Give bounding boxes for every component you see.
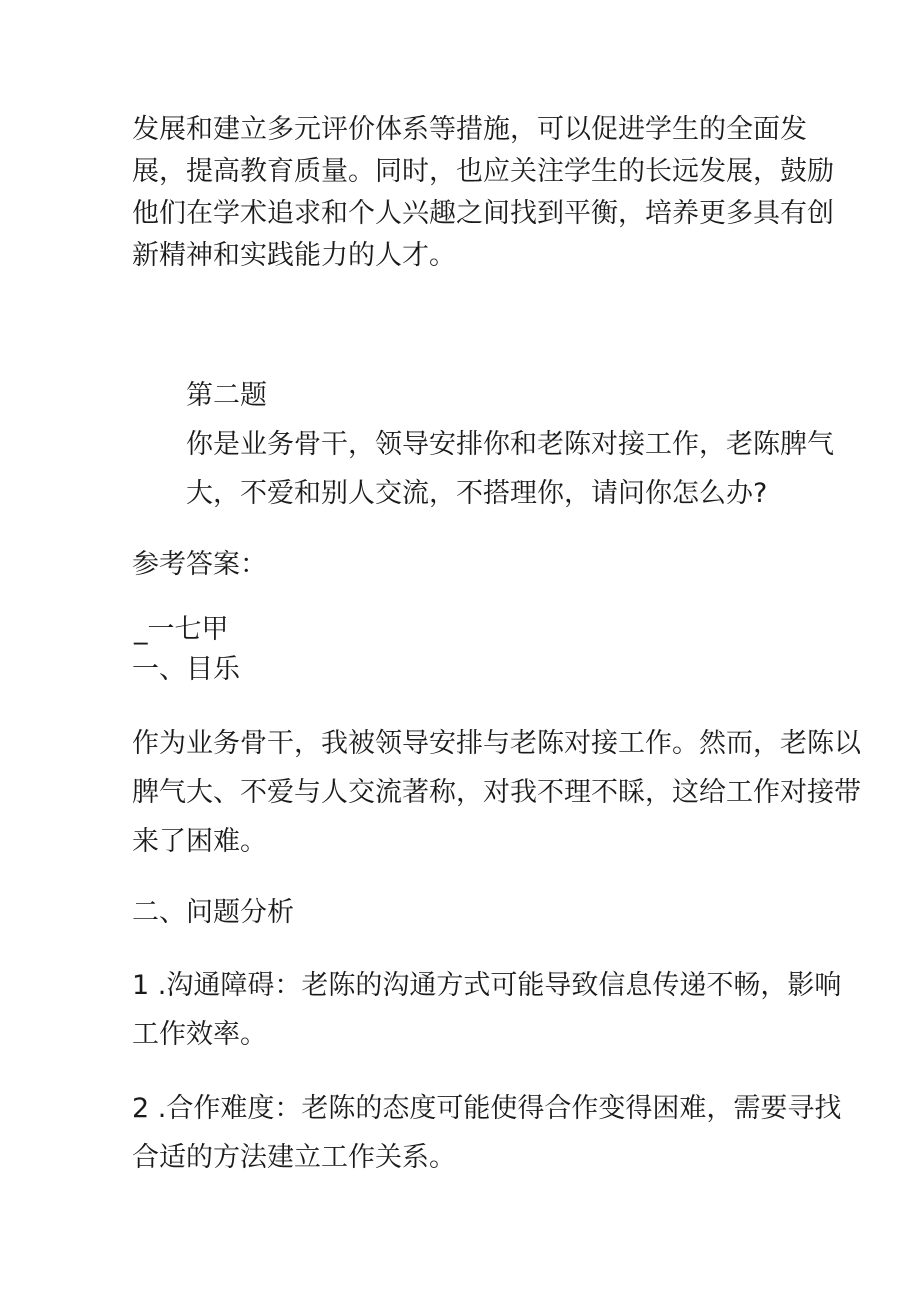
section2-heading: 二、问题分析	[132, 897, 294, 928]
question-line-1: 你是业务骨干，领导安排你和老陈对接工作，老陈脾气	[186, 429, 834, 460]
section1-line-3: 来了困难。	[132, 826, 267, 857]
section1-line-2: 脾气大、不爱与人交流著称，对我不理不睬，这给工作对接带	[132, 777, 861, 808]
intro-line-4: 新精神和实践能力的人才。	[132, 240, 456, 271]
point2-line-2: 合适的方法建立工作关系。	[132, 1142, 456, 1173]
intro-line-1: 发展和建立多元评价体系等措施，可以促进学生的全面发	[132, 114, 807, 145]
question-line-2: 大，不爱和别人交流，不搭理你，请问你怎么办?	[186, 478, 768, 509]
point2-line-1: 2 .合作难度：老陈的态度可能使得合作变得困难，需要寻找	[132, 1093, 842, 1124]
stray-text: _一七甲	[134, 614, 229, 645]
point1-line-2: 工作效率。	[132, 1019, 267, 1050]
section1-line-1: 作为业务骨干，我被领导安排与老陈对接工作。然而，老陈以	[132, 728, 861, 759]
answer-label: 参考答案：	[132, 549, 267, 580]
intro-line-3: 他们在学术追求和个人兴趣之间找到平衡，培养更多具有创	[132, 198, 834, 229]
point1-line-1: 1 .沟通障碍：老陈的沟通方式可能导致信息传递不畅，影响	[132, 970, 842, 1001]
question-title: 第二题	[186, 380, 267, 411]
intro-line-2: 展，提高教育质量。同时，也应关注学生的长远发展，鼓励	[132, 156, 834, 187]
section1-heading: 一、目乐	[132, 654, 240, 685]
